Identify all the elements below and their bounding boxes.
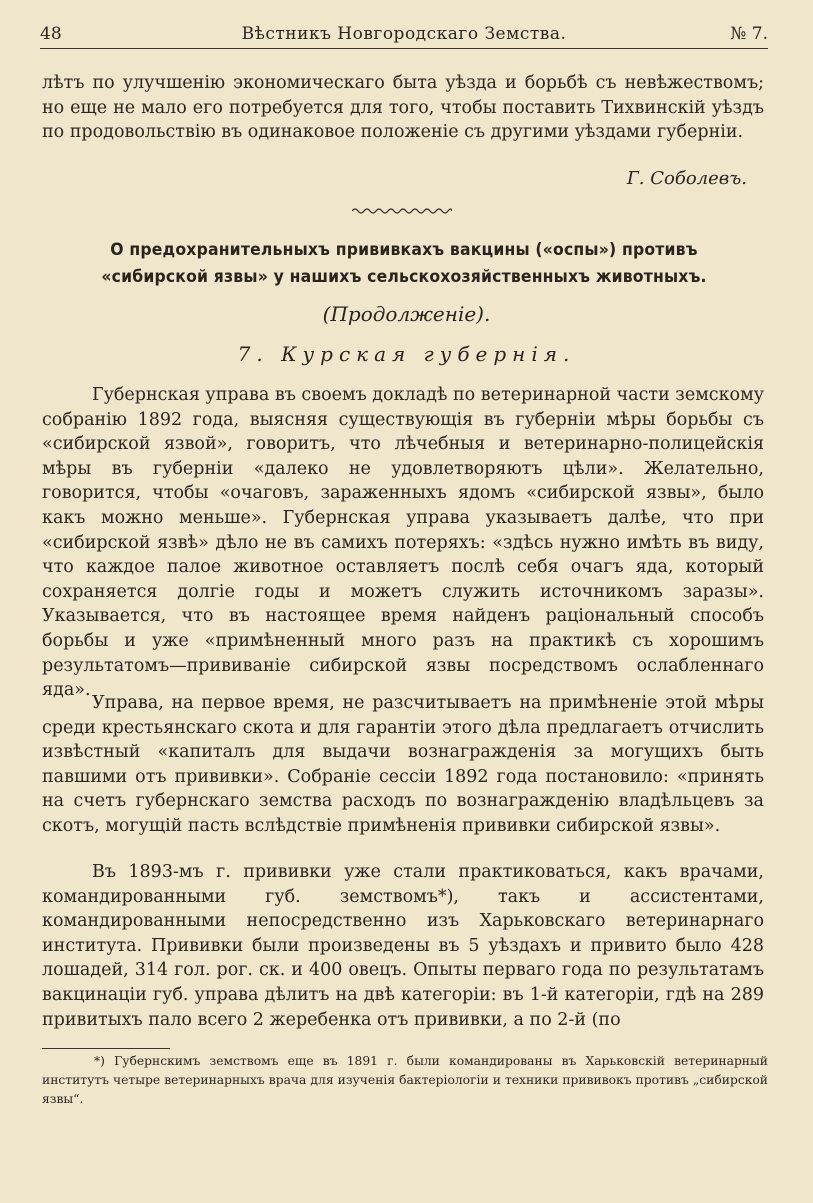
journal-title: Вѣстникъ Новгородскаго Земства. [241, 24, 567, 44]
body-paragraph-1 [42, 383, 764, 703]
section-heading: 7. Курская губернія. [237, 342, 576, 366]
body-paragraph-2-text: Управа, на первое время, не разсчитываетъ на примѣненіе этой мѣры среди крестьянскаго скота и для гарантіи этого дѣла предлагаетъ отчислить извѣстный «капиталъ для выдачи вознагражденія за могущихъ быть павшими отъ прививки». Собраніе сессіи 1892 года постановило: «принять на счетъ губернскаго земства расходъ по вознагражденію владѣльцевъ за скотъ, могущій пасть вслѣдствіе примѣненія прививки сибирской язвы». [42, 693, 764, 836]
body-paragraph-3-text: Въ 1893-мъ г. прививки уже стали практиковаться, какъ врачами, командированными губ. земствомъ*), такъ и ассистентами, командированными непосредственно изъ Харьковскаго ветеринарнаго института. Прививки были произведены въ 5 уѣздахъ и привито было 428 лошадей, 314 гол. рог. ск. и 400 овецъ. Опыты перваго года по результатамъ вакцинаціи губ. управа дѣлитъ на двѣ категоріи: въ 1-й категоріи, гдѣ на 289 привитыхъ пало всего 2 жеребенка отъ прививки, а по 2-й (по [42, 862, 764, 1030]
body-paragraph-2 [42, 691, 764, 839]
page-number: 48 [40, 24, 62, 44]
footnote [42, 1052, 768, 1109]
article-title: О предохранительныхъ прививкахъ вакцины («оспы») противъ «сибирской язвы» у нашихъ сельскохозяйственныхъ животныхъ. [101, 240, 707, 287]
body-paragraph-1-text: Губернская управа въ своемъ докладѣ по ветеринарной части земскому собранію 1892 года, выясняя существующія въ губерніи мѣры борьбы съ «сибирской язвой», говоритъ, что лѣчебныя и ветеринарно-полицейскія мѣры въ губерніи «далеко не удовлетворяютъ цѣли». Желательно, говорится, чтобы «очаговъ, зараженныхъ ядомъ «сибирской язвы», было какъ можно меньше». Губернская управа указываетъ далѣе, что при «сибирской язвѣ» дѣло не въ самихъ потеряхъ: «здѣсь нужно имѣть въ виду, что каждое палое животное оставляетъ послѣ себя очагъ яда, который сохраняется долгіе годы и можетъ служить источникомъ заразы». Указывается, что въ настоящее время найденъ раціональный способъ борьбы и уже «примѣненный много разъ на практикѣ съ хорошимъ результатомъ—прививаніе сибирской язвы посредствомъ ослабленнаго яда». [42, 385, 764, 701]
intro-paragraph: лѣтъ по улучшенію экономическаго быта уѣзда и борьбѣ съ невѣжествомъ; но еще не мало его потребуется для того, чтобы поставить Тихвинскій уѣздъ по продовольствію въ одинаковое положеніе съ другими уѣздами губерніи. [42, 73, 764, 143]
issue-number: № 7. [730, 24, 768, 44]
footnote-rule [42, 1048, 170, 1049]
author-signature: Г. Соболевъ. [626, 168, 747, 189]
running-header [40, 24, 768, 49]
continued-note: (Продолженіе). [322, 302, 491, 326]
body-paragraph-3 [42, 860, 764, 1032]
footnote-text: *) Губернскимъ земствомъ еще въ 1891 г. были командированы въ Харьковскій ветеринарный институтъ четыре ветеринарныхъ врача для изученія бактеріологіи и техники прививокъ противъ „сибирской язвы“. [42, 1054, 768, 1106]
wavy-divider [352, 206, 452, 216]
